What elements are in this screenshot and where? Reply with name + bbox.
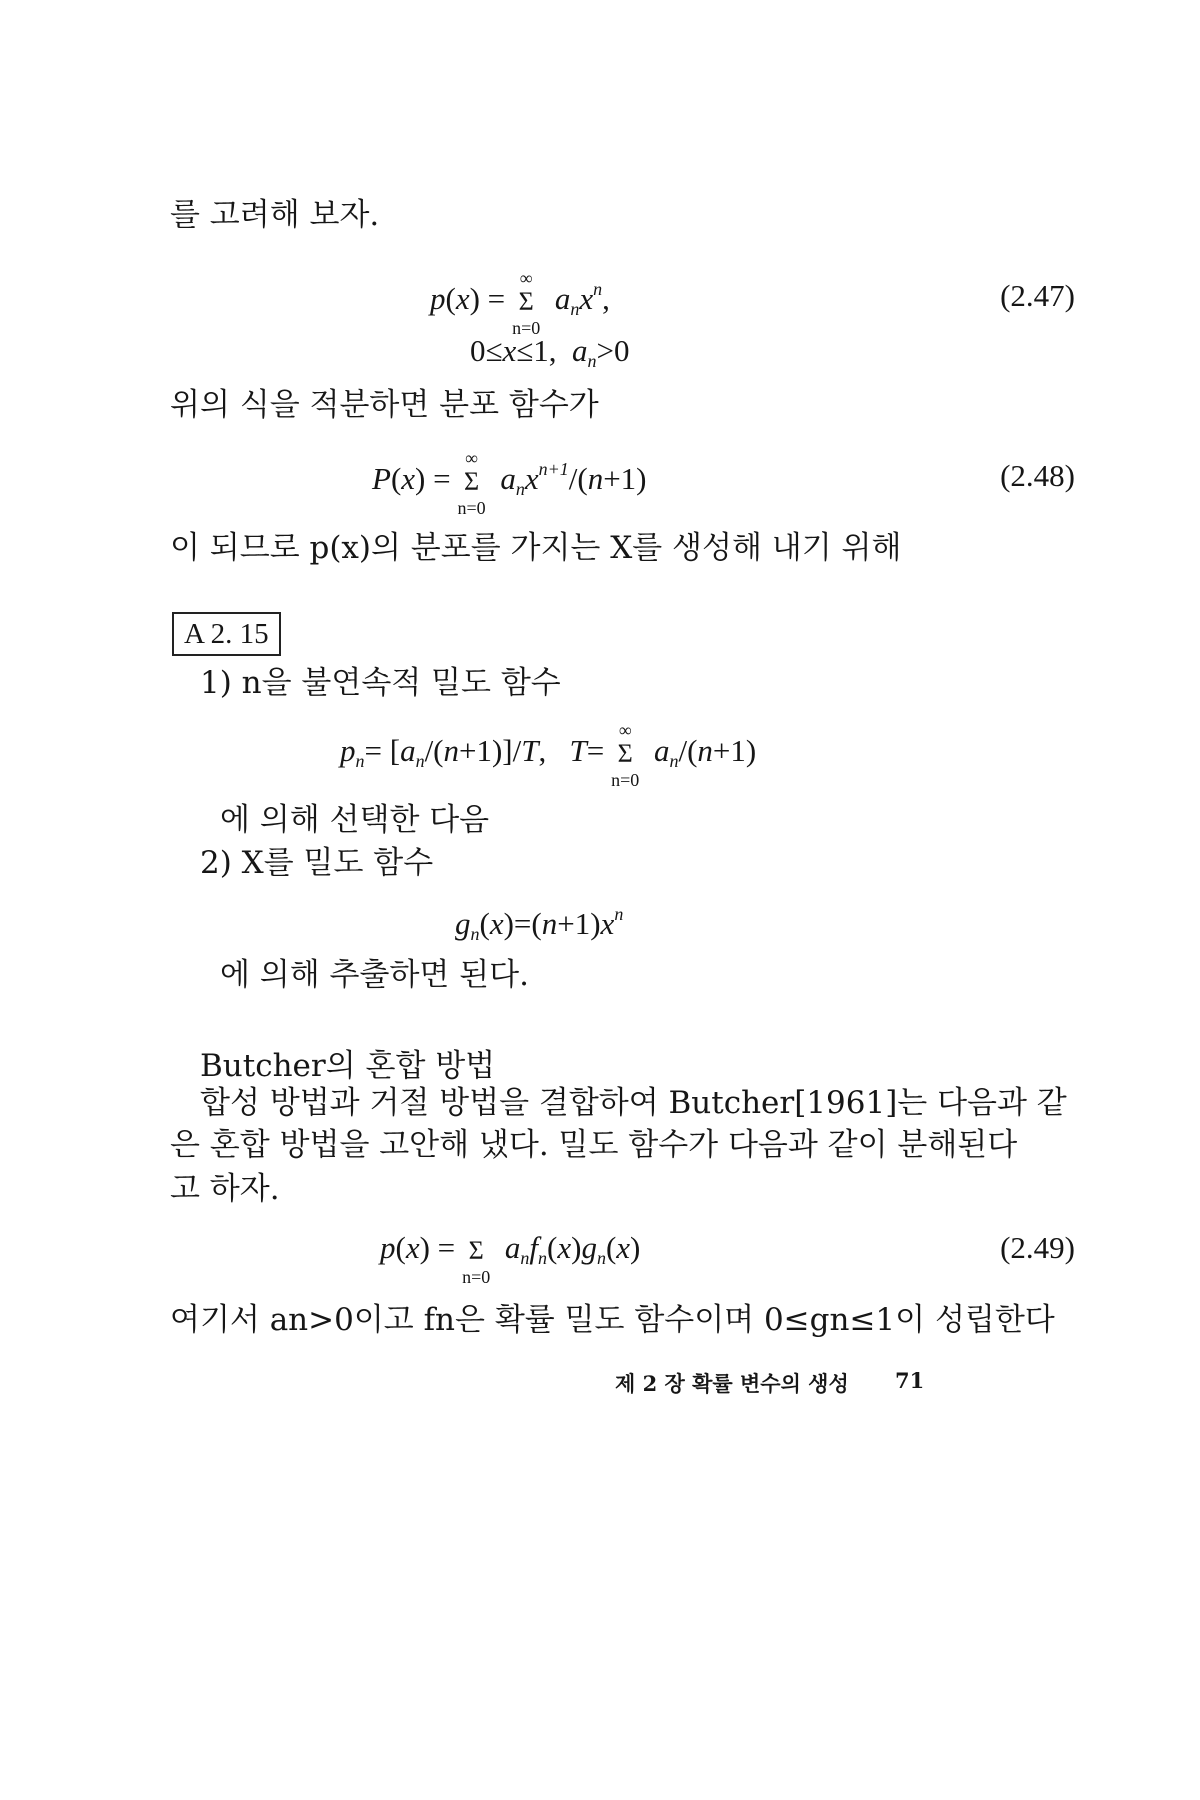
final-line: 여기서 an>0이고 fn은 확률 밀도 함수이며 0≤gn≤1이 성립한다 — [170, 1302, 1055, 1338]
paragraph-line-3: 고 하자. — [170, 1171, 280, 1207]
equation-2-47: p(x) = ∞ Σ n=0 anx$^n$, — [430, 267, 610, 338]
algorithm-step-2: 2) X를 밀도 함수 — [200, 845, 434, 881]
page-number: 71 — [895, 1368, 925, 1393]
chapter-footer: 제 2 장 확률 변수의 생성 — [615, 1371, 849, 1396]
sum-operator: ∞ Σ n=0 — [512, 267, 541, 338]
sum-operator: ∞ Σ n=0 — [457, 447, 486, 518]
sum-operator: Σ n=0 — [462, 1235, 491, 1287]
constraint-2-47: 0≤x≤1, an>0 — [470, 333, 630, 371]
intro-text: 를 고려해 보자. — [170, 197, 380, 233]
sum-operator: ∞ Σ n=0 — [611, 719, 640, 790]
equation-number-2-47: (2.47) — [1000, 278, 1075, 313]
equation-number-2-49: (2.49) — [1000, 1230, 1075, 1265]
equation-2-49: p(x) = Σ n=0 anfn(x)gn(x) — [380, 1230, 641, 1287]
step-2-formula: $gn(x)=(n+1)x^n$ — [455, 904, 624, 944]
section-heading: Butcher의 혼합 방법 — [200, 1048, 496, 1084]
step-1-after: 에 의해 선택한 다음 — [220, 802, 490, 838]
algorithm-label: A 2. 15 — [172, 612, 281, 656]
paragraph-line-2: 은 혼합 방법을 고안해 냈다. 밀도 함수가 다음과 같이 분해된다 — [170, 1127, 1018, 1163]
algorithm-step-1: 1) n을 불연속적 밀도 함수 — [200, 665, 561, 701]
step-1-formula: pn= [an/(n+1)]/T, T= ∞ Σ n=0 an/(n+1) — [340, 719, 757, 790]
paragraph-line-1: 합성 방법과 거절 방법을 결합하여 Butcher[1961]는 다음과 같 — [200, 1085, 1067, 1121]
after-2-48-text: 이 되므로 p(x)의 분포를 가지는 X를 생성해 내기 위해 — [170, 530, 902, 566]
equation-2-48: P(x) = ∞ Σ n=0 anx$^{n+1}$/(n+1) — [372, 447, 647, 518]
step-2-after: 에 의해 추출하면 된다. — [220, 957, 529, 993]
after-2-47-text: 위의 식을 적분하면 분포 함수가 — [170, 387, 599, 423]
equation-number-2-48: (2.48) — [1000, 458, 1075, 493]
